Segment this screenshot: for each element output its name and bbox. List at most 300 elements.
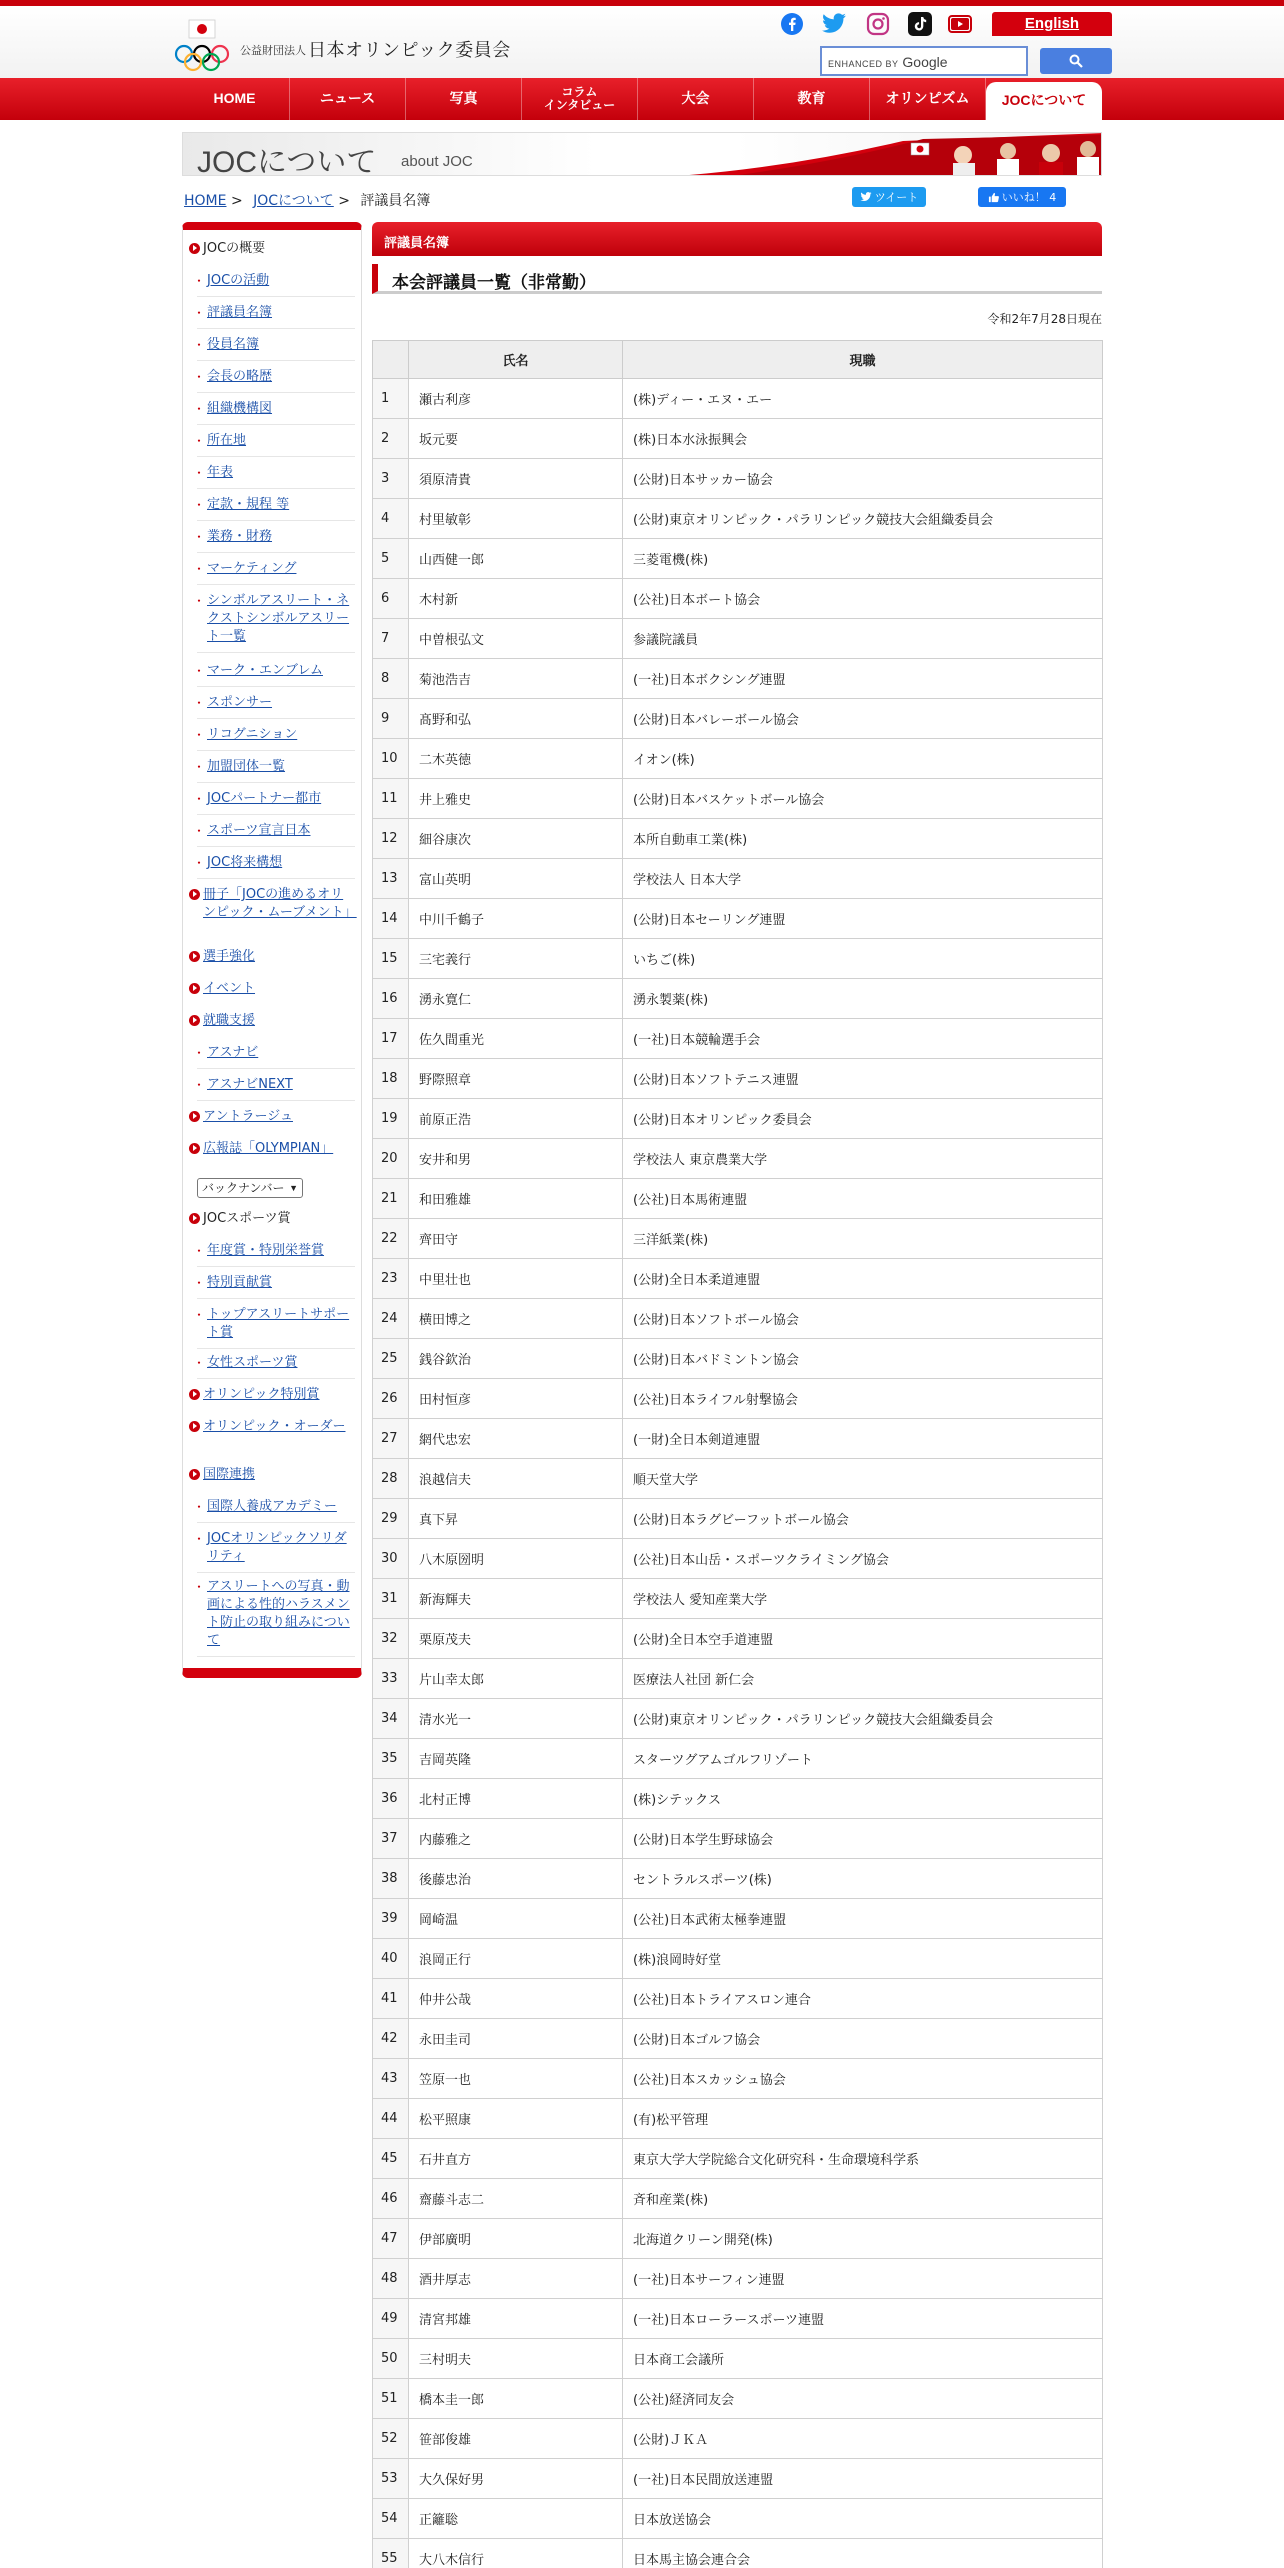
sidebar-item-label[interactable]: 国際連携 xyxy=(203,1467,256,1482)
sidebar-item-13[interactable] xyxy=(197,694,355,719)
cell-num: 25 xyxy=(373,1339,409,1379)
cell-post: いちご(株) xyxy=(623,939,1103,979)
breadcrumb-section[interactable]: JOCについて xyxy=(253,193,334,209)
cell-name: 浪越信夫 xyxy=(409,1459,623,1499)
cell-num: 52 xyxy=(373,2419,409,2459)
sidebar-item-36[interactable] xyxy=(197,1530,355,1573)
cell-post: 斉和産業(株) xyxy=(623,2179,1103,2219)
cell-post: 日本馬主協会連合会 xyxy=(623,2539,1103,2568)
sidebar-item-label[interactable]: 会長の略歴 xyxy=(207,369,273,384)
cell-num: 50 xyxy=(373,2339,409,2379)
table-row xyxy=(373,2019,1103,2059)
banner-photo xyxy=(663,133,1102,176)
cell-num: 15 xyxy=(373,939,409,979)
sidebar-item-label[interactable]: 加盟団体一覧 xyxy=(207,759,286,774)
cell-post: (公財)日本サッカー協会 xyxy=(623,459,1103,499)
sidebar-item-label[interactable]: マーク・エンブレム xyxy=(207,663,323,678)
table-row xyxy=(373,1379,1103,1419)
cell-name: 坂元要 xyxy=(409,419,623,459)
sidebar-item-30[interactable] xyxy=(197,1306,355,1349)
sidebar-item-label[interactable]: 国際人養成アカデミー xyxy=(207,1499,337,1514)
sidebar-item-12[interactable] xyxy=(197,662,355,687)
cell-name: 仲井公哉 xyxy=(409,1979,623,2019)
sidebar-item-10[interactable] xyxy=(197,560,355,585)
cell-num: 37 xyxy=(373,1819,409,1859)
cell-name: 真下昇 xyxy=(409,1499,623,1539)
cell-name: 松平照康 xyxy=(409,2099,623,2139)
sidebar-item-label[interactable]: JOCの活動 xyxy=(207,273,270,288)
section-header: 評議員名簿 xyxy=(372,222,1102,256)
cell-num: 13 xyxy=(373,859,409,899)
sidebar-item-28[interactable] xyxy=(197,1242,355,1267)
cell-num: 17 xyxy=(373,1019,409,1059)
sidebar-item-18[interactable] xyxy=(197,854,355,879)
nav-item-label: HOME xyxy=(213,90,256,107)
table-header-row xyxy=(373,341,1103,379)
sidebar-item-label[interactable]: 年度賞・特別栄誉賞 xyxy=(207,1243,325,1258)
nav-item-label: 教育 xyxy=(797,90,826,107)
cell-num: 22 xyxy=(373,1219,409,1259)
arrow-bullet-icon xyxy=(189,1389,200,1400)
table-row xyxy=(373,1459,1103,1499)
cell-name: 石井直方 xyxy=(409,2139,623,2179)
search-button[interactable] xyxy=(1040,48,1112,74)
nav-item-label: JOCについて xyxy=(1001,92,1087,109)
table-row xyxy=(373,1659,1103,1699)
sidebar-item-label[interactable]: 就職支援 xyxy=(203,1013,256,1028)
cell-post: 三洋紙業(株) xyxy=(623,1219,1103,1259)
breadcrumb-separator: > xyxy=(230,193,243,209)
sidebar-item-label[interactable]: アントラージュ xyxy=(203,1109,293,1124)
table-row xyxy=(373,619,1103,659)
cell-num: 35 xyxy=(373,1739,409,1779)
backnumber-select[interactable] xyxy=(197,1178,303,1198)
sidebar-item-label[interactable]: 年表 xyxy=(207,465,234,480)
cell-name: 酒井厚志 xyxy=(409,2259,623,2299)
sidebar-item-4[interactable] xyxy=(197,368,355,393)
table-row xyxy=(373,539,1103,579)
cell-num: 51 xyxy=(373,2379,409,2419)
cell-name: 大八木信行 xyxy=(409,2539,623,2568)
cell-num: 16 xyxy=(373,979,409,1019)
cell-post: (公財)日本バドミントン協会 xyxy=(623,1339,1103,1379)
sidebar-item-label[interactable]: JOCオリンピックソリダリティ xyxy=(207,1531,347,1564)
cell-num: 3 xyxy=(373,459,409,499)
cell-post: (公社)経済同友会 xyxy=(623,2379,1103,2419)
cell-name: 伊部廣明 xyxy=(409,2219,623,2259)
cell-num: 14 xyxy=(373,899,409,939)
sidebar-item-31[interactable] xyxy=(197,1354,355,1379)
cell-name: 銭谷欽治 xyxy=(409,1339,623,1379)
site-header xyxy=(0,6,1284,78)
cell-post: (公財)日本セーリング連盟 xyxy=(623,899,1103,939)
table-row xyxy=(373,2459,1103,2499)
table-row xyxy=(373,2499,1103,2539)
cell-name: 新海輝夫 xyxy=(409,1579,623,1619)
page-banner xyxy=(182,132,1102,176)
search-input[interactable] xyxy=(820,46,1028,76)
cell-num: 21 xyxy=(373,1179,409,1219)
joc-logo[interactable] xyxy=(172,18,232,74)
sidebar-item-24[interactable] xyxy=(197,1076,355,1101)
table-row xyxy=(373,1859,1103,1899)
table-row xyxy=(373,1699,1103,1739)
sidebar-item-label[interactable]: JOC将来構想 xyxy=(207,855,283,870)
cell-post: (公財)ＪＫＡ xyxy=(623,2419,1103,2459)
sidebar-item-8[interactable] xyxy=(197,496,355,521)
cell-num: 44 xyxy=(373,2099,409,2139)
org-name[interactable]: 日本オリンピック委員会 xyxy=(308,40,511,61)
sidebar-item-label[interactable]: 組織機構図 xyxy=(207,401,273,416)
nav-item-4[interactable] xyxy=(638,78,754,120)
cell-name: 和田雅雄 xyxy=(409,1179,623,1219)
table-row xyxy=(373,1779,1103,1819)
table-row xyxy=(373,2339,1103,2379)
cell-name: 齋藤斗志二 xyxy=(409,2179,623,2219)
sidebar-item-label[interactable]: 業務・財務 xyxy=(207,529,273,544)
col-number-header xyxy=(373,341,409,379)
cell-post: (公財)日本ラグビーフットボール協会 xyxy=(623,1499,1103,1539)
tweet-button[interactable] xyxy=(852,187,926,207)
sidebar-item-19[interactable] xyxy=(189,886,355,922)
cell-num: 46 xyxy=(373,2179,409,2219)
table-row xyxy=(373,2059,1103,2099)
cell-post: 順天堂大学 xyxy=(623,1459,1103,1499)
arrow-bullet-icon xyxy=(189,889,200,900)
sidebar-item-33[interactable] xyxy=(189,1418,355,1436)
cell-name: 齊田守 xyxy=(409,1219,623,1259)
cell-name: 後藤忠治 xyxy=(409,1859,623,1899)
sidebar-item-29[interactable] xyxy=(197,1274,355,1299)
cell-post: (公社)日本ライフル射撃協会 xyxy=(623,1379,1103,1419)
table-row xyxy=(373,2219,1103,2259)
sidebar-item-label[interactable]: アスナビNEXT xyxy=(207,1077,293,1092)
cell-post: (公財)日本バレーボール協会 xyxy=(623,699,1103,739)
cell-name: 栗原茂夫 xyxy=(409,1619,623,1659)
cell-name: 須原清貴 xyxy=(409,459,623,499)
cell-num: 42 xyxy=(373,2019,409,2059)
cell-num: 23 xyxy=(373,1259,409,1299)
cell-name: 佐久間重光 xyxy=(409,1019,623,1059)
nav-item-6[interactable] xyxy=(870,78,986,120)
cell-num: 19 xyxy=(373,1099,409,1139)
nav-item-7[interactable] xyxy=(986,82,1102,120)
table-row xyxy=(373,819,1103,859)
search-placeholder-small: ENHANCED BY xyxy=(828,59,899,69)
sidebar-item-35[interactable] xyxy=(197,1498,355,1523)
table-row xyxy=(373,859,1103,899)
cell-post: (公社)日本馬術連盟 xyxy=(623,1179,1103,1219)
nav-item-label: ニュース xyxy=(319,90,376,107)
cell-post: 本所自動車工業(株) xyxy=(623,819,1103,859)
sidebar-item-label[interactable]: リコグニション xyxy=(207,727,298,742)
table-row xyxy=(373,939,1103,979)
cell-num: 12 xyxy=(373,819,409,859)
sidebar-item-label[interactable]: シンボルアスリート・ネクストシンボルアスリート一覧 xyxy=(207,593,350,644)
cell-post: (公財)日本ゴルフ協会 xyxy=(623,2019,1103,2059)
cell-post: (公財)日本オリンピック委員会 xyxy=(623,1099,1103,1139)
cell-post: (株)シテックス xyxy=(623,1779,1103,1819)
sidebar-item-1[interactable] xyxy=(197,272,355,297)
table-row xyxy=(373,1579,1103,1619)
cell-post: (公財)日本ソフトテニス連盟 xyxy=(623,1059,1103,1099)
sidebar-item-20[interactable] xyxy=(189,948,355,966)
nav-item-label: 写真 xyxy=(449,90,478,107)
cell-num: 45 xyxy=(373,2139,409,2179)
chevron-down-icon: ▼ xyxy=(289,1183,298,1193)
sidebar-item-label[interactable]: 定款・規程 等 xyxy=(207,497,290,512)
cell-name: 網代忠宏 xyxy=(409,1419,623,1459)
cell-name: 横田博之 xyxy=(409,1299,623,1339)
cell-post: (株)浪岡時好堂 xyxy=(623,1939,1103,1979)
cell-num: 49 xyxy=(373,2299,409,2339)
table-row xyxy=(373,1219,1103,1259)
cell-post: セントラルスポーツ(株) xyxy=(623,1859,1103,1899)
sidebar-item-label[interactable]: オリンピック特別賞 xyxy=(203,1387,320,1402)
cell-num: 11 xyxy=(373,779,409,819)
table-row xyxy=(373,1179,1103,1219)
nav-item-label: 大会 xyxy=(681,90,710,107)
sidebar-item-23[interactable] xyxy=(197,1044,355,1069)
nav-item-label: コラム インタビュー xyxy=(543,84,616,112)
cell-post: 東京大学大学院総合文化研究科・生命環境科学系 xyxy=(623,2139,1103,2179)
cell-num: 47 xyxy=(373,2219,409,2259)
table-row xyxy=(373,1059,1103,1099)
cell-post: スターツグアムゴルフリゾート xyxy=(623,1739,1103,1779)
sidebar-item-5[interactable] xyxy=(197,400,355,425)
cell-name: 笹部俊雄 xyxy=(409,2419,623,2459)
cell-name: 細谷康次 xyxy=(409,819,623,859)
arrow-bullet-icon xyxy=(189,1213,200,1224)
cell-post: (一社)日本サーフィン連盟 xyxy=(623,2259,1103,2299)
sidebar-item-17[interactable] xyxy=(197,822,355,847)
sidebar-item-27 xyxy=(189,1210,355,1228)
cell-num: 55 xyxy=(373,2539,409,2568)
table-row xyxy=(373,1819,1103,1859)
cell-name: 北村正博 xyxy=(409,1779,623,1819)
cell-num: 9 xyxy=(373,699,409,739)
cell-post: 湧永製薬(株) xyxy=(623,979,1103,1019)
search-icon xyxy=(1069,54,1083,68)
nav-item-5[interactable] xyxy=(754,78,870,120)
tiktok-icon[interactable] xyxy=(906,10,934,38)
sidebar-item-3[interactable] xyxy=(197,336,355,361)
cell-post: 参議院議員 xyxy=(623,619,1103,659)
sidebar xyxy=(182,222,362,1678)
sidebar-item-label[interactable]: 選手強化 xyxy=(203,949,256,964)
cell-name: 中川千鶴子 xyxy=(409,899,623,939)
cell-post: 北海道クリーン開発(株) xyxy=(623,2219,1103,2259)
table-row xyxy=(373,2139,1103,2179)
cell-name: 内藤雅之 xyxy=(409,1819,623,1859)
cell-name: 木村新 xyxy=(409,579,623,619)
sidebar-item-label[interactable]: マーケティング xyxy=(207,561,297,576)
cell-num: 18 xyxy=(373,1059,409,1099)
cell-name: 清水光一 xyxy=(409,1699,623,1739)
councillor-table xyxy=(372,340,1103,2568)
cell-post: 学校法人 愛知産業大学 xyxy=(623,1579,1103,1619)
cell-name: 瀬古利彦 xyxy=(409,379,623,419)
like-button[interactable] xyxy=(978,187,1066,207)
cell-name: 正籬聡 xyxy=(409,2499,623,2539)
cell-name: 永田圭司 xyxy=(409,2019,623,2059)
sidebar-item-11[interactable] xyxy=(197,592,355,653)
sidebar-item-label[interactable]: アスリートへの写真・動画による性的ハラスメント防止の取り組みについて xyxy=(207,1579,350,1648)
table-row xyxy=(373,2299,1103,2339)
cell-num: 53 xyxy=(373,2459,409,2499)
arrow-bullet-icon xyxy=(189,983,200,994)
cell-post: 日本商工会議所 xyxy=(623,2339,1103,2379)
cell-name: 八木原圀明 xyxy=(409,1539,623,1579)
cell-name: 大久保好男 xyxy=(409,2459,623,2499)
cell-num: 4 xyxy=(373,499,409,539)
sidebar-item-label: JOCスポーツ賞 xyxy=(203,1211,291,1226)
cell-name: 中里壮也 xyxy=(409,1259,623,1299)
sidebar-item-15[interactable] xyxy=(197,758,355,783)
english-link[interactable]: English xyxy=(992,12,1112,36)
table-row xyxy=(373,2379,1103,2419)
cell-post: (公財)日本ソフトボール協会 xyxy=(623,1299,1103,1339)
table-row xyxy=(373,499,1103,539)
table-row xyxy=(373,2419,1103,2459)
backnumber-label: バックナンバー xyxy=(202,1181,285,1195)
sidebar-item-label: JOCの概要 xyxy=(203,241,266,256)
sidebar-item-25[interactable] xyxy=(189,1108,355,1126)
cell-num: 43 xyxy=(373,2059,409,2099)
nav-item-2[interactable] xyxy=(406,78,522,120)
page-title: 本会評議員一覧（非常勤） xyxy=(372,264,1102,294)
cell-num: 40 xyxy=(373,1939,409,1979)
nav-item-label: オリンピズム xyxy=(885,90,970,107)
arrow-bullet-icon xyxy=(189,243,200,254)
sidebar-item-label[interactable]: 所在地 xyxy=(207,433,247,448)
table-row xyxy=(373,1539,1103,1579)
cell-name: 田村恒彦 xyxy=(409,1379,623,1419)
facebook-icon[interactable] xyxy=(778,10,806,38)
cell-num: 48 xyxy=(373,2259,409,2299)
sidebar-item-label[interactable]: JOCパートナー都市 xyxy=(207,791,322,806)
cell-name: 安井和男 xyxy=(409,1139,623,1179)
sidebar-item-21[interactable] xyxy=(189,980,355,998)
table-row xyxy=(373,659,1103,699)
nav-item-1[interactable] xyxy=(290,78,406,120)
cell-num: 30 xyxy=(373,1539,409,1579)
sidebar-item-label[interactable]: スポーツ宣言日本 xyxy=(207,823,311,838)
sidebar-item-label[interactable]: スポンサー xyxy=(207,695,273,710)
sidebar-item-0 xyxy=(189,240,355,258)
table-row xyxy=(373,779,1103,819)
sidebar-item-label[interactable]: 広報誌「OLYMPIAN」 xyxy=(203,1141,334,1156)
cell-post: 学校法人 東京農業大学 xyxy=(623,1139,1103,1179)
cell-post: (株)日本水泳振興会 xyxy=(623,419,1103,459)
cell-name: 井上雅史 xyxy=(409,779,623,819)
cell-post: 学校法人 日本大学 xyxy=(623,859,1103,899)
cell-name: 菊池浩吉 xyxy=(409,659,623,699)
sidebar-item-34[interactable] xyxy=(189,1466,355,1484)
table-row xyxy=(373,1979,1103,2019)
table-row xyxy=(373,2099,1103,2139)
table-row xyxy=(373,579,1103,619)
sidebar-item-label[interactable]: 役員名簿 xyxy=(207,337,260,352)
sidebar-item-22[interactable] xyxy=(189,1012,355,1030)
youtube-icon[interactable] xyxy=(946,10,974,38)
sidebar-item-label[interactable]: トップアスリートサポート賞 xyxy=(207,1307,350,1340)
table-row xyxy=(373,1139,1103,1179)
table-row xyxy=(373,1939,1103,1979)
sidebar-item-label[interactable]: オリンピック・オーダー xyxy=(203,1419,346,1434)
arrow-bullet-icon xyxy=(189,1111,200,1122)
cell-num: 2 xyxy=(373,419,409,459)
sidebar-item-label[interactable]: イベント xyxy=(203,981,256,996)
sidebar-item-7[interactable] xyxy=(197,464,355,489)
sidebar-item-label[interactable]: 女性スポーツ賞 xyxy=(207,1355,298,1370)
table-row xyxy=(373,1499,1103,1539)
cell-post: (公財)全日本柔道連盟 xyxy=(623,1259,1103,1299)
cell-post: (公社)日本山岳・スポーツクライミング協会 xyxy=(623,1539,1103,1579)
cell-num: 20 xyxy=(373,1139,409,1179)
cell-num: 7 xyxy=(373,619,409,659)
cell-post: (公財)全日本空手道連盟 xyxy=(623,1619,1103,1659)
sidebar-item-37[interactable] xyxy=(197,1578,355,1657)
twitter-icon[interactable] xyxy=(820,10,848,38)
cell-name: 富山英明 xyxy=(409,859,623,899)
arrow-bullet-icon xyxy=(189,951,200,962)
col-post-header: 現職 xyxy=(623,341,1103,379)
org-type-label: 公益財団法人 xyxy=(240,44,306,57)
sidebar-item-32[interactable] xyxy=(189,1386,355,1404)
sidebar-item-14[interactable] xyxy=(197,726,355,751)
cell-post: (一社)日本ボクシング連盟 xyxy=(623,659,1103,699)
table-row xyxy=(373,1339,1103,1379)
table-row xyxy=(373,1419,1103,1459)
table-row xyxy=(373,899,1103,939)
table-row xyxy=(373,2259,1103,2299)
breadcrumb-home[interactable]: HOME xyxy=(184,193,227,209)
nav-item-0[interactable] xyxy=(180,78,290,120)
instagram-icon[interactable] xyxy=(864,10,892,38)
cell-post: (一社)日本競輪選手会 xyxy=(623,1019,1103,1059)
cell-num: 5 xyxy=(373,539,409,579)
breadcrumb xyxy=(184,190,436,210)
cell-post: (公社)日本武術太極拳連盟 xyxy=(623,1899,1103,1939)
table-row xyxy=(373,1739,1103,1779)
sidebar-item-label[interactable]: 評議員名簿 xyxy=(207,305,273,320)
sidebar-item-6[interactable] xyxy=(197,432,355,457)
thumbs-up-icon xyxy=(988,192,999,203)
cell-name: 三村明夫 xyxy=(409,2339,623,2379)
nav-item-3[interactable] xyxy=(522,78,638,120)
cell-post: (公社)日本トライアスロン連合 xyxy=(623,1979,1103,2019)
cell-post: 日本放送協会 xyxy=(623,2499,1103,2539)
tweet-label: ツイート xyxy=(874,191,919,204)
sidebar-item-label[interactable]: 特別貢献賞 xyxy=(207,1275,273,1290)
cell-num: 26 xyxy=(373,1379,409,1419)
cell-num: 29 xyxy=(373,1499,409,1539)
sidebar-item-label[interactable]: 冊子「JOCの進めるオリンピック・ムーブメント」 xyxy=(203,887,357,920)
sidebar-item-26[interactable] xyxy=(189,1140,355,1158)
like-label: いいね！ 4 xyxy=(1001,191,1057,204)
cell-name: 吉岡英隆 xyxy=(409,1739,623,1779)
table-row xyxy=(373,459,1103,499)
sidebar-item-label[interactable]: アスナビ xyxy=(207,1045,259,1060)
table-row xyxy=(373,979,1103,1019)
arrow-bullet-icon xyxy=(189,1469,200,1480)
cell-num: 1 xyxy=(373,379,409,419)
sidebar-item-2[interactable] xyxy=(197,304,355,329)
sidebar-item-9[interactable] xyxy=(197,528,355,553)
sidebar-item-16[interactable] xyxy=(197,790,355,815)
cell-post: (公財)日本学生野球協会 xyxy=(623,1819,1103,1859)
